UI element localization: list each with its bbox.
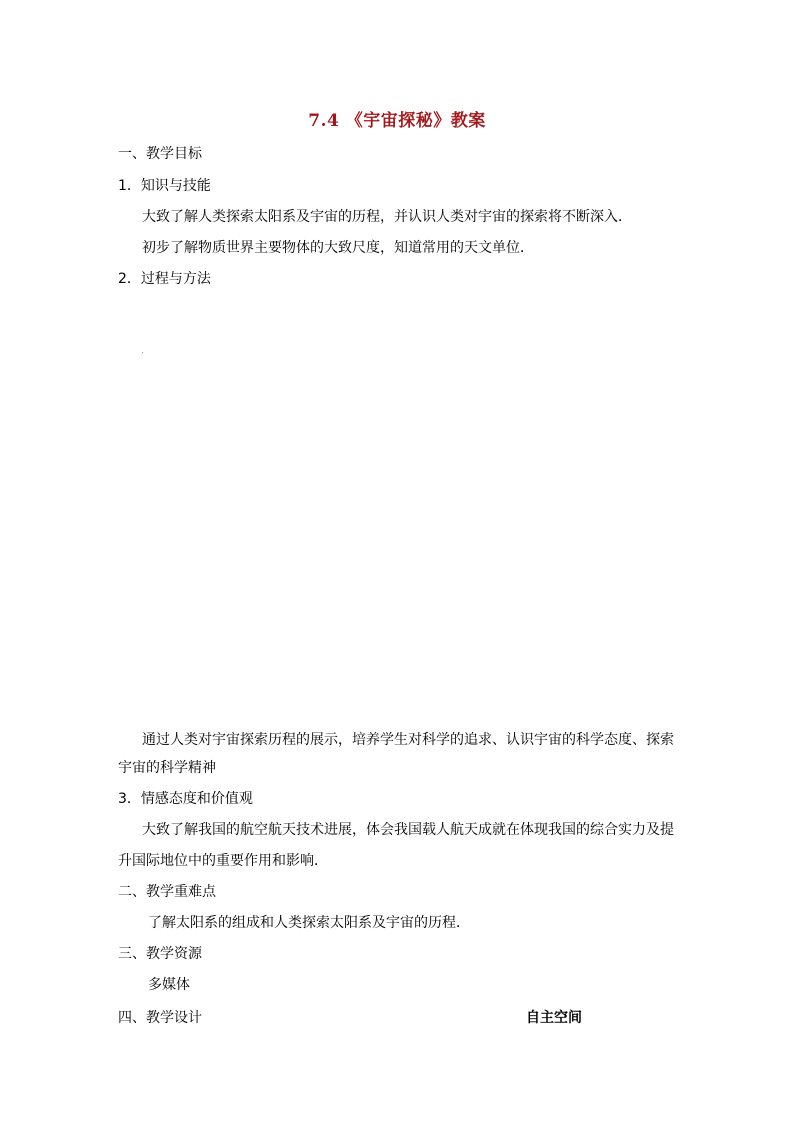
subheading-attitudes-values: 3．情感态度和价值观: [118, 791, 253, 807]
subheading-knowledge-skills: 1．知识与技能: [118, 178, 211, 194]
paragraph-key-points: 了解太阳系的组成和人类探索太阳系及宇宙的历程．: [148, 915, 470, 931]
subheading-process-methods: 2．过程与方法: [118, 271, 211, 287]
section-heading-resources: 三、教学资源: [118, 946, 202, 962]
side-column-label: 自主空间: [526, 1010, 582, 1026]
paragraph-values-line-2: 升国际地位中的重要作用和影响．: [118, 853, 328, 869]
section-heading-objectives: 一、教学目标: [118, 146, 202, 162]
document-title: 7.4 《宇宙探秘》教案: [308, 111, 486, 131]
paragraph-values-line-1: 大致了解我国的航空航天技术进展，体会我国载人航天成就在体现我国的综合实力及提: [142, 822, 674, 838]
section-heading-design: 四、教学设计: [118, 1010, 202, 1026]
stray-dot-mark: [142, 352, 143, 353]
paragraph-knowledge-1: 大致了解人类探索太阳系及宇宙的历程，并认识人类对宇宙的探索将不断深入．: [142, 209, 632, 225]
paragraph-resources: 多媒体: [148, 977, 190, 993]
paragraph-process-line-1: 通过人类对宇宙探索历程的展示，培养学生对科学的追求、认识宇宙的科学态度、探索: [142, 732, 674, 748]
section-heading-key-points: 二、教学重难点: [118, 884, 216, 900]
paragraph-knowledge-2: 初步了解物质世界主要物体的大致尺度，知道常用的天文单位．: [142, 240, 534, 256]
paragraph-process-line-2: 宇宙的科学精神: [118, 760, 216, 776]
